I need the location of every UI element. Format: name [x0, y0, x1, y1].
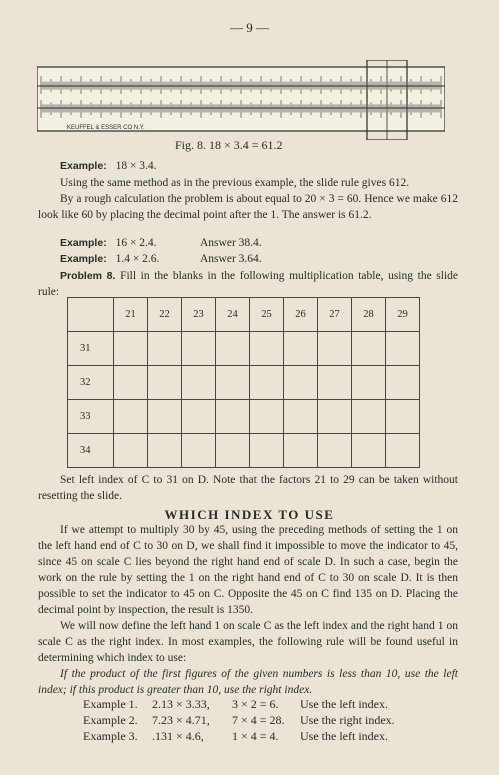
table-column-header: 27	[318, 298, 352, 332]
table-blank-cell	[352, 400, 386, 434]
table-blank-cell	[250, 434, 284, 468]
table-blank-cell	[182, 332, 216, 366]
table-blank-cell	[216, 400, 250, 434]
index-example-first: 1 × 4 = 4.	[232, 729, 279, 743]
table-blank-cell	[148, 434, 182, 468]
paragraph-4: If we attempt to multiply 30 by 45, using the preceding methods of setting the 1 on the left hand end of C to 30 on D, we shall find it impossible to move the indicator to 45, since 45 on scale C lies beyond the right hand end of scale D. In such a case, begin the work on the rule by setting the 1 on the right hand end of C to 30 on scale D. It is then possible to set the indicator to 45 on C. Opposite the 45 on C find 135 on D. Placing the decimal point by inspection, the result is 1350.	[38, 524, 458, 616]
table-blank-cell	[284, 366, 318, 400]
table-blank-cell	[318, 332, 352, 366]
example-short-1: Example: 16 × 2.4. Answer 38.4.	[60, 237, 262, 249]
table-row-header: 31	[68, 332, 114, 366]
table-blank-cell	[216, 434, 250, 468]
index-example-first: 3 × 2 = 6.	[232, 697, 279, 711]
table-row	[68, 400, 420, 434]
table-blank-cell	[284, 400, 318, 434]
table-blank-cell	[114, 400, 148, 434]
table-blank-cell	[216, 332, 250, 366]
example-main: Example: 18 × 3.4.	[60, 160, 157, 172]
table-header-row	[68, 298, 420, 332]
table-blank-cell	[216, 366, 250, 400]
table-corner-cell	[68, 298, 114, 332]
figure-caption: Fig. 8. 18 × 3.4 = 61.2	[175, 138, 283, 152]
table-row	[68, 332, 420, 366]
table-blank-cell	[250, 332, 284, 366]
table-blank-cell	[250, 400, 284, 434]
paragraph-1: Using the same method as in the previous example, the slide rule gives 612.	[60, 177, 410, 189]
table-blank-cell	[318, 366, 352, 400]
paragraph-2: By a rough calculation the problem is about equal to 20 × 3 = 60. Hence we make 612 look like 60 by placing the decimal point after the 1. The answer is 61.2.	[38, 193, 458, 221]
table-row-header: 34	[68, 434, 114, 468]
table-column-header: 26	[284, 298, 318, 332]
slide-rule-figure	[37, 60, 445, 140]
index-example-expr: 7.23 × 4.71,	[152, 713, 210, 727]
table-blank-cell	[386, 366, 420, 400]
index-example-label: Example 2.	[83, 713, 138, 727]
index-example-label: Example 1.	[83, 697, 138, 711]
index-example-result: Use the left index.	[300, 697, 388, 711]
index-example-label: Example 3.	[83, 729, 138, 743]
example-short-2: Example: 1.4 × 2.6. Answer 3.64.	[60, 253, 262, 265]
table-blank-cell	[352, 366, 386, 400]
paragraph-3: Set left index of C to 31 on D. Note that the factors 21 to 29 can be taken without resetting the slide.	[38, 474, 458, 502]
table-blank-cell	[318, 434, 352, 468]
table-column-header: 25	[250, 298, 284, 332]
index-example-result: Use the left index.	[300, 729, 388, 743]
table-blank-cell	[284, 434, 318, 468]
table-column-header: 28	[352, 298, 386, 332]
table-column-header: 22	[148, 298, 182, 332]
table-blank-cell	[352, 434, 386, 468]
paragraph-5: We will now define the left hand 1 on scale C as the left index and the right hand 1 on scale C as the right index. In most examples, the following rule will be found useful in determining which index to use:	[38, 620, 458, 664]
table-blank-cell	[114, 332, 148, 366]
table-blank-cell	[182, 366, 216, 400]
table-row	[68, 366, 420, 400]
table-column-header: 29	[386, 298, 420, 332]
table-row-header: 32	[68, 366, 114, 400]
table-blank-cell	[148, 400, 182, 434]
table-row	[68, 434, 420, 468]
section-heading: WHICH INDEX TO USE	[164, 507, 335, 522]
slide-rule-brand: KEUFFEL & ESSER CO N.Y.	[67, 125, 145, 131]
table-blank-cell	[250, 366, 284, 400]
table-column-header: 23	[182, 298, 216, 332]
table-blank-cell	[114, 434, 148, 468]
index-example-result: Use the right index.	[300, 713, 395, 727]
index-example-first: 7 × 4 = 28.	[232, 713, 285, 727]
table-blank-cell	[386, 400, 420, 434]
table-blank-cell	[284, 332, 318, 366]
table-blank-cell	[148, 332, 182, 366]
problem-8: Problem 8. Fill in the blanks in the following multiplication table, using the slide rule:	[38, 270, 459, 298]
table-column-header: 24	[216, 298, 250, 332]
table-blank-cell	[386, 434, 420, 468]
multiplication-table	[67, 297, 420, 468]
index-example-expr: 2.13 × 3.33,	[152, 697, 210, 711]
table-blank-cell	[352, 332, 386, 366]
index-example-expr: .131 × 4.6,	[152, 729, 204, 743]
table-blank-cell	[182, 400, 216, 434]
table-blank-cell	[148, 366, 182, 400]
table-blank-cell	[114, 366, 148, 400]
table-row-header: 33	[68, 400, 114, 434]
table-column-header: 21	[114, 298, 148, 332]
table-blank-cell	[386, 332, 420, 366]
table-blank-cell	[318, 400, 352, 434]
table-blank-cell	[182, 434, 216, 468]
index-rule: If the product of the first figures of the given numbers is less than 10, use the left index; if this product is greater than 10, use the right index.	[38, 668, 458, 696]
page-number: — 9 —	[230, 20, 269, 35]
